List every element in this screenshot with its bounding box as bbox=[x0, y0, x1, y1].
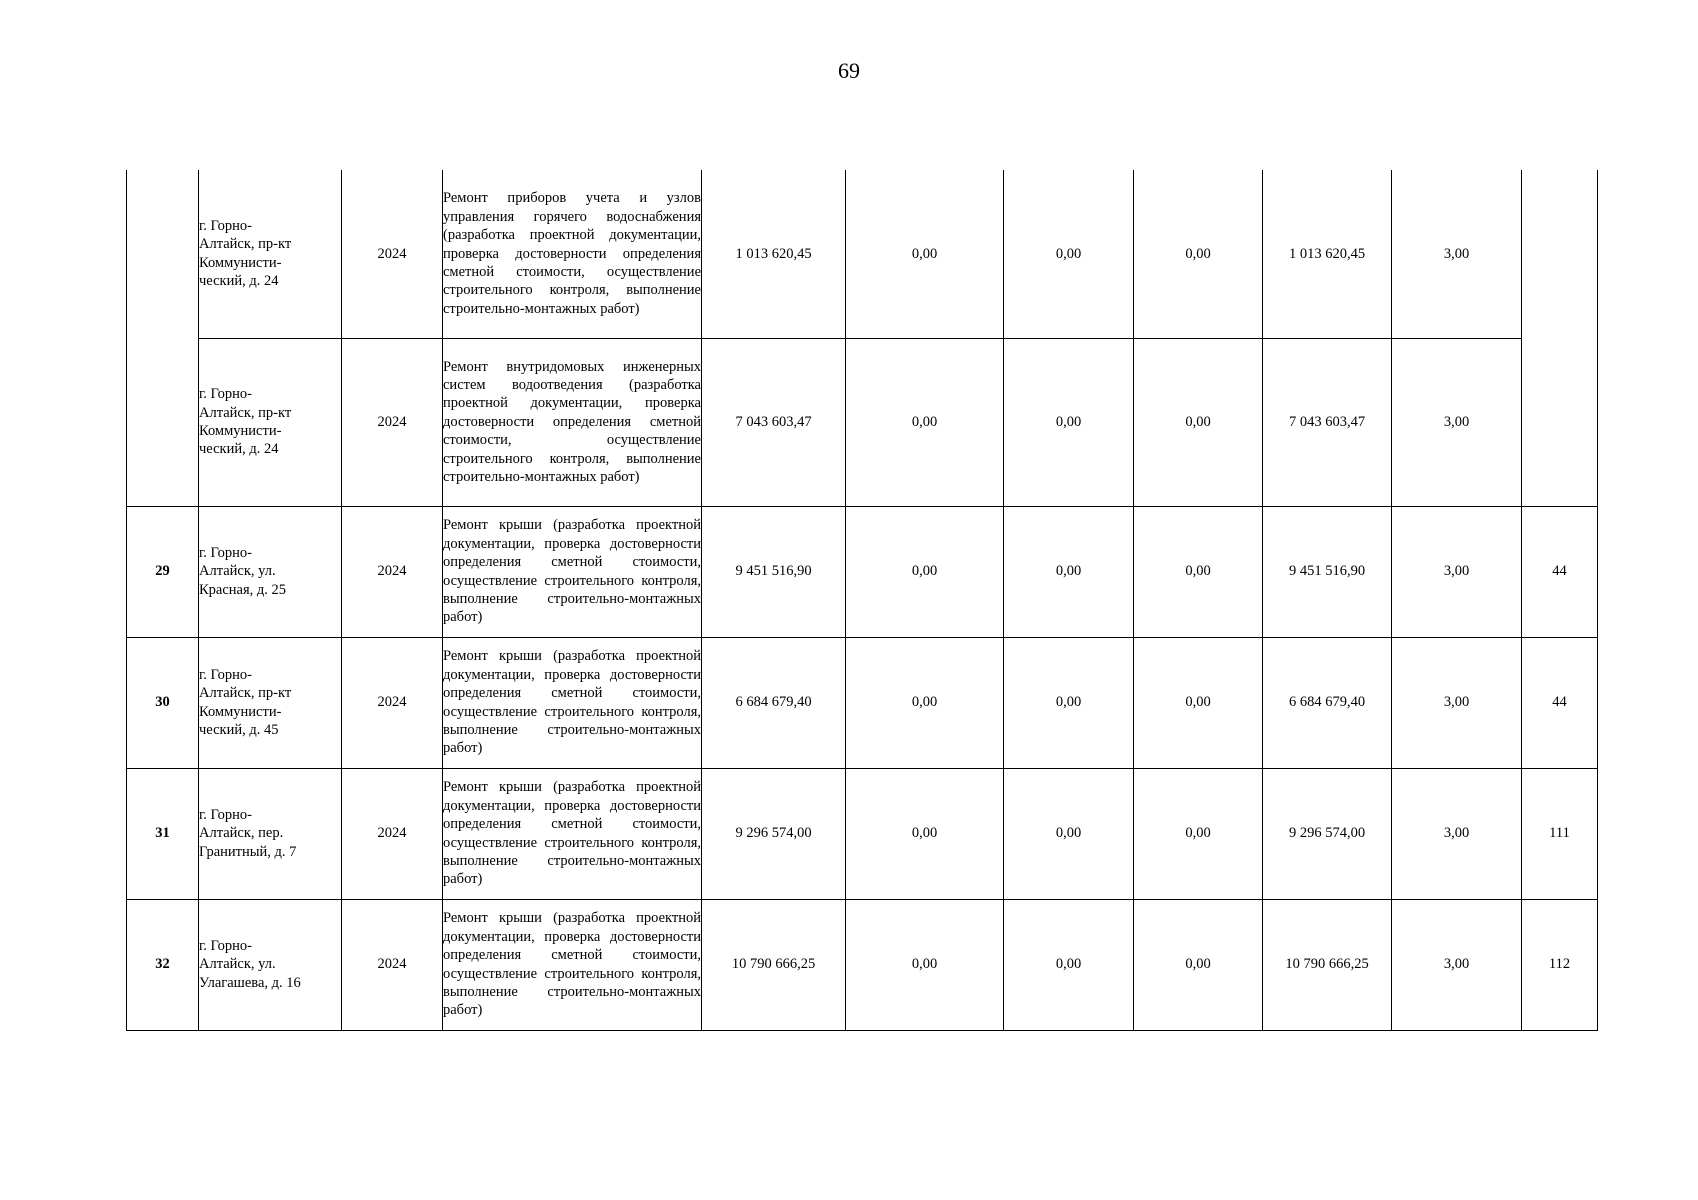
total-cost-cell: 7 043 603,47 bbox=[702, 338, 846, 506]
last-cell: 111 bbox=[1522, 768, 1598, 899]
fund-cell-1: 0,00 bbox=[846, 899, 1004, 1030]
address-cell bbox=[199, 506, 342, 637]
address-line: Улагашева, д. 16 bbox=[199, 974, 301, 991]
year-cell: 2024 bbox=[342, 637, 443, 768]
table-row bbox=[127, 637, 1598, 768]
row-number-cell bbox=[127, 170, 199, 506]
work-description-cell: Ремонт внутридомовых инженерных систем водоотведения (разработка проектной документации, проверка достоверности определения сметной стоимости, осуществление строительного контроля, выполнение строительно-монтажных работ) bbox=[443, 338, 702, 506]
address-cell bbox=[199, 170, 342, 338]
owners-funds-cell: 1 013 620,45 bbox=[1263, 170, 1392, 338]
address-line: Алтайск, пр-кт bbox=[199, 404, 292, 421]
row-number-cell: 29 bbox=[127, 506, 199, 637]
fund-cell-2: 0,00 bbox=[1004, 899, 1134, 1030]
owners-funds-cell: 9 296 574,00 bbox=[1263, 768, 1392, 899]
table-row bbox=[127, 338, 1598, 506]
work-description-cell: Ремонт приборов учета и узлов управления горячего водоснабжения (разработка проектной документации, проверка достоверности определения сметной стоимости, осуществление строительного контроля, выполнение строительно-монтажных работ) bbox=[443, 170, 702, 338]
fund-cell-2: 0,00 bbox=[1004, 637, 1134, 768]
fund-cell-3: 0,00 bbox=[1134, 170, 1263, 338]
fund-cell-1: 0,00 bbox=[846, 637, 1004, 768]
fund-cell-3: 0,00 bbox=[1134, 768, 1263, 899]
address-line: г. Горно- bbox=[199, 806, 253, 823]
fund-cell-3: 0,00 bbox=[1134, 637, 1263, 768]
fund-cell-2: 0,00 bbox=[1004, 768, 1134, 899]
table-row bbox=[127, 506, 1598, 637]
fund-cell-3: 0,00 bbox=[1134, 899, 1263, 1030]
fund-cell-1: 0,00 bbox=[846, 506, 1004, 637]
percent-cell: 3,00 bbox=[1392, 338, 1522, 506]
total-cost-cell: 1 013 620,45 bbox=[702, 170, 846, 338]
address-line: ческий, д. 24 bbox=[199, 441, 279, 458]
fund-cell-1: 0,00 bbox=[846, 768, 1004, 899]
fund-cell-3: 0,00 bbox=[1134, 338, 1263, 506]
percent-cell: 3,00 bbox=[1392, 170, 1522, 338]
address-line: г. Горно- bbox=[199, 937, 253, 954]
address-cell bbox=[199, 899, 342, 1030]
total-cost-cell: 10 790 666,25 bbox=[702, 899, 846, 1030]
address-line: г. Горно- bbox=[199, 666, 253, 683]
table-row bbox=[127, 899, 1598, 1030]
address-cell bbox=[199, 338, 342, 506]
fund-cell-2: 0,00 bbox=[1004, 338, 1134, 506]
owners-funds-cell: 9 451 516,90 bbox=[1263, 506, 1392, 637]
percent-cell: 3,00 bbox=[1392, 637, 1522, 768]
owners-funds-cell: 10 790 666,25 bbox=[1263, 899, 1392, 1030]
fund-cell-3: 0,00 bbox=[1134, 506, 1263, 637]
address-line: Алтайск, пер. bbox=[199, 825, 284, 842]
address-line: ческий, д. 45 bbox=[199, 721, 279, 738]
address-line: Алтайск, пр-кт bbox=[199, 685, 292, 702]
work-description-cell: Ремонт крыши (разработка проектной документации, проверка достоверности определения сметной стоимости, осуществление строительного контроля, выполнение строительно-монтажных работ) bbox=[443, 768, 702, 899]
address-line: Гранитный, д. 7 bbox=[199, 843, 297, 860]
address-line: Коммунисти- bbox=[199, 703, 282, 720]
year-cell: 2024 bbox=[342, 899, 443, 1030]
fund-cell-1: 0,00 bbox=[846, 170, 1004, 338]
address-line: Алтайск, ул. bbox=[199, 563, 276, 580]
year-cell: 2024 bbox=[342, 170, 443, 338]
row-number-cell: 31 bbox=[127, 768, 199, 899]
address-line: ческий, д. 24 bbox=[199, 273, 279, 290]
year-cell: 2024 bbox=[342, 768, 443, 899]
last-cell: 112 bbox=[1522, 899, 1598, 1030]
last-cell: 44 bbox=[1522, 506, 1598, 637]
address-line: г. Горно- bbox=[199, 386, 253, 403]
total-cost-cell: 6 684 679,40 bbox=[702, 637, 846, 768]
table-row bbox=[127, 768, 1598, 899]
address-line: г. Горно- bbox=[199, 544, 253, 561]
last-cell: 44 bbox=[1522, 637, 1598, 768]
year-cell: 2024 bbox=[342, 338, 443, 506]
percent-cell: 3,00 bbox=[1392, 506, 1522, 637]
work-description-cell: Ремонт крыши (разработка проектной документации, проверка достоверности определения сметной стоимости, осуществление строительного контроля, выполнение строительно-монтажных работ) bbox=[443, 506, 702, 637]
address-cell bbox=[199, 637, 342, 768]
work-description-cell: Ремонт крыши (разработка проектной документации, проверка достоверности определения сметной стоимости, осуществление строительного контроля, выполнение строительно-монтажных работ) bbox=[443, 637, 702, 768]
fund-cell-2: 0,00 bbox=[1004, 170, 1134, 338]
row-number-cell: 30 bbox=[127, 637, 199, 768]
fund-cell-1: 0,00 bbox=[846, 338, 1004, 506]
owners-funds-cell: 6 684 679,40 bbox=[1263, 637, 1392, 768]
address-line: г. Горно- bbox=[199, 217, 253, 234]
address-line: Алтайск, пр-кт bbox=[199, 236, 292, 253]
row-number-cell: 32 bbox=[127, 899, 199, 1030]
repair-program-table bbox=[126, 170, 1598, 1031]
total-cost-cell: 9 451 516,90 bbox=[702, 506, 846, 637]
total-cost-cell: 9 296 574,00 bbox=[702, 768, 846, 899]
work-description-cell: Ремонт крыши (разработка проектной документации, проверка достоверности определения сметной стоимости, осуществление строительного контроля, выполнение строительно-монтажных работ) bbox=[443, 899, 702, 1030]
address-line: Коммунисти- bbox=[199, 423, 282, 439]
last-cell bbox=[1522, 170, 1598, 506]
percent-cell: 3,00 bbox=[1392, 768, 1522, 899]
table-row bbox=[127, 170, 1598, 338]
page-number: 69 bbox=[838, 58, 860, 83]
address-cell bbox=[199, 768, 342, 899]
owners-funds-cell: 7 043 603,47 bbox=[1263, 338, 1392, 506]
address-line: Алтайск, ул. bbox=[199, 956, 276, 973]
year-cell: 2024 bbox=[342, 506, 443, 637]
address-line: Коммунисти- bbox=[199, 254, 282, 271]
fund-cell-2: 0,00 bbox=[1004, 506, 1134, 637]
address-line: Красная, д. 25 bbox=[199, 581, 287, 598]
percent-cell: 3,00 bbox=[1392, 899, 1522, 1030]
